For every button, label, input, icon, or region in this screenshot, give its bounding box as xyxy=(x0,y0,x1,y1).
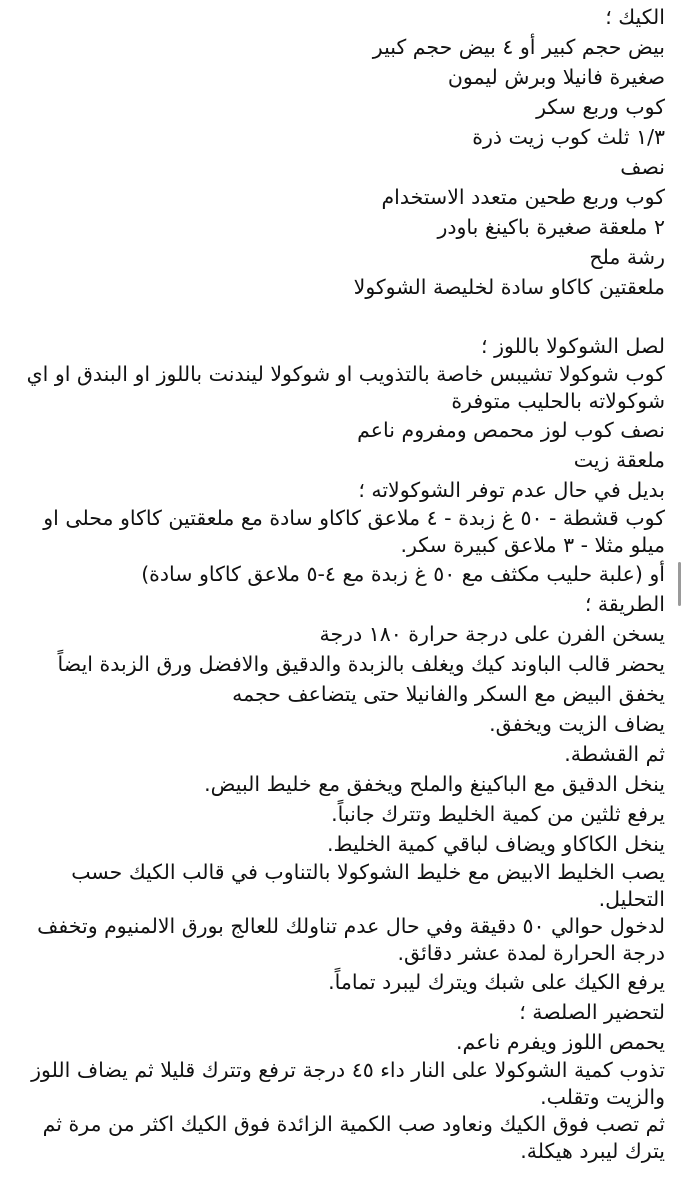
method-step-whisk-eggs: يخفق البيض مع السكر والفانيلا حتى يتضاعف حجمه xyxy=(232,682,665,706)
method-step-set-aside: يرفع ثلثين من كمية الخليط وتترك جانباً. xyxy=(331,802,665,826)
chocolate-line-chips: كوب شوكولا تشيبس خاصة بالتذويب او شوكولا ليندنت باللوز او البندق او اي شوكولاته بالحليب متوفرة xyxy=(26,362,665,413)
chocolate-line-almonds: نصف كوب لوز محمص ومفروم ناعم xyxy=(357,418,665,442)
alternative-title: بديل في حال عدم توفر الشوكولاته ؛ xyxy=(358,478,665,502)
method-step-add-oil: يضاف الزيت ويخفق. xyxy=(489,712,665,736)
method-step-pour: يصب الخليط الابيض مع خليط الشوكولا بالتناوب في قالب الكيك حسب التحليل. xyxy=(71,860,665,911)
method-step-pan: يحضر قالب الباوند كيك ويغلف بالزبدة والدقيق والافضل ورق الزبدة ايضاً xyxy=(57,652,665,676)
blank-line xyxy=(15,302,665,331)
topping-step-pour: ثم تصب فوق الكيك ونعاود صب الكمية الزائدة فوق الكيك اكثر من مرة ثم يترك ليبرد هيكلة. xyxy=(42,1112,665,1163)
method-step-cream: ثم القشطة. xyxy=(564,742,665,766)
chocolate-line-oil: ملعقة زيت xyxy=(573,448,665,472)
cake-title: الكيك ؛ xyxy=(605,5,665,29)
topping-title: لتحضير الصلصة ؛ xyxy=(519,1000,665,1024)
cake-line-flour: كوب وربع طحين متعدد الاستخدام xyxy=(381,185,665,209)
cake-line-salt: رشة ملح xyxy=(589,245,665,269)
cake-line-baking-powder: ٢ ملعقة صغيرة باكينغ باودر xyxy=(437,215,665,239)
chocolate-title: لصل الشوكولا باللوز ؛ xyxy=(481,334,665,358)
scrollbar-thumb[interactable] xyxy=(678,562,681,606)
alternative-line-cream: كوب قشطة - ٥٠ غ زبدة - ٤ ملاعق كاكاو سادة مع ملعقتين كاكاو محلى او ميلو مثلا - ٣ ملاعق كبيرة سكر. xyxy=(43,506,665,557)
method-step-sift-cocoa: ينخل الكاكاو ويضاف لباقي كمية الخليط. xyxy=(327,832,665,856)
cake-line-sugar: كوب وربع سكر xyxy=(536,95,665,119)
cake-line-eggs: بيض حجم كبير أو ٤ بيض حجم كبير xyxy=(372,35,665,59)
cake-line-vanilla: صغيرة فانيلا وبرش ليمون xyxy=(447,65,665,89)
method-step-cool: يرفع الكيك على شبك ويترك ليبرد تماماً. xyxy=(328,970,665,994)
method-step-sift-flour: ينخل الدقيق مع الباكينغ والملح ويخفق مع خليط البيض. xyxy=(204,772,665,796)
recipe-note[interactable] xyxy=(15,2,665,1165)
method-title: الطريقة ؛ xyxy=(584,592,665,616)
method-step-bake: لدخول حوالي ٥٠ دقيقة وفي حال عدم تناولك للعالج بورق الالمنيوم وتخفف درجة الحرارة لمدة عشر دقائق. xyxy=(37,914,665,965)
topping-step-melt: تذوب كمية الشوكولا على النار داء ٤٥ درجة ترفع وتترك قليلا ثم يضاف اللوز والزيت وتقلب. xyxy=(31,1058,665,1109)
method-step-oven: يسخن الفرن على درجة حرارة ١٨٠ درجة xyxy=(319,622,665,646)
cake-line-cocoa: ملعقتين كاكاو سادة لخليصة الشوكولا xyxy=(353,275,665,299)
topping-step-almonds: يحمص اللوز ويفرم ناعم. xyxy=(456,1030,665,1054)
cake-line-half: نصف xyxy=(620,155,665,179)
alternative-line-condensed-milk: أو (علبة حليب مكثف مع ٥٠ غ زبدة مع ٤-٥ ملاعق كاكاو سادة) xyxy=(141,562,665,586)
cake-line-oil: ١/٣ ثلث كوب زيت ذرة xyxy=(472,125,665,149)
